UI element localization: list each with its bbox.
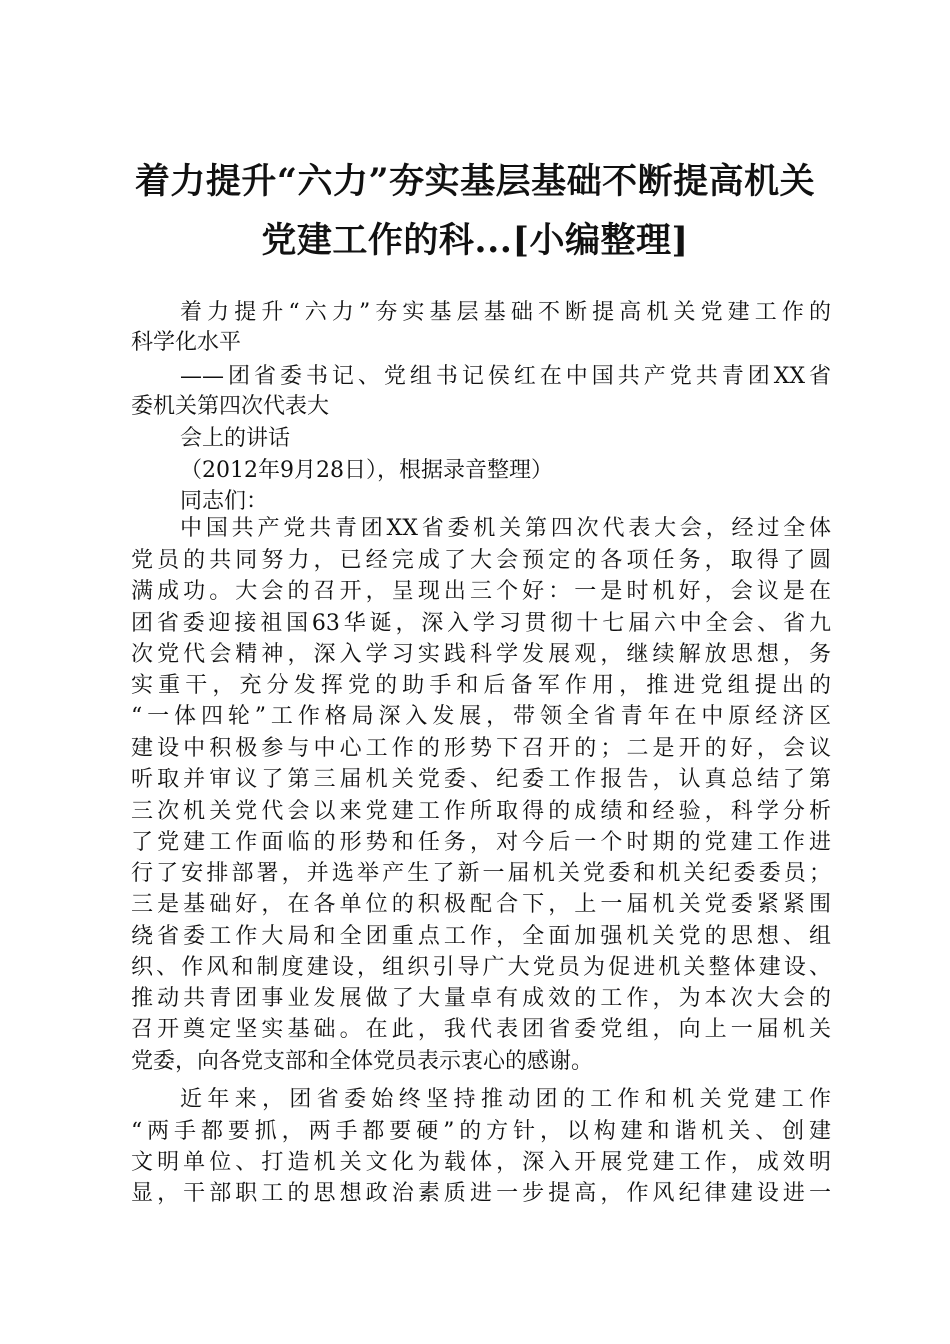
body-text-line: 了党建工作面临的形势和任务，对今后一个时期的党建工作进 (131, 830, 831, 855)
body-text-line: （2012年9月28日），根据录音整理） (180, 458, 553, 483)
body-text-line: 会上的讲话 (180, 426, 291, 451)
body-text-line: 行了安排部署，并选举产生了新一届机关党委和机关纪委委员； (131, 861, 831, 886)
body-text-line: “两手都要抓，两手都要硬”的方针，以构建和谐机关、创建 (131, 1119, 831, 1144)
body-text-line: 三次机关党代会以来党建工作所取得的成绩和经验，科学分析 (131, 799, 831, 824)
document-title-line-2: 党建工作的科...[小编整理] (261, 220, 689, 261)
body-text-line: 实重干，充分发挥党的助手和后备军作用，推进党组提出的 (131, 673, 831, 698)
body-text-line: “一体四轮”工作格局深入发展，带领全省青年在中原经济区 (131, 704, 831, 729)
body-text-line: 三是基础好，在各单位的积极配合下，上一届机关党委紧紧围 (131, 892, 831, 917)
body-text-line: 次党代会精神，深入学习实践科学发展观，继续解放思想，务 (131, 642, 831, 667)
body-text-line: 委机关第四次代表大 (131, 394, 330, 419)
body-text-line: 同志们： (180, 489, 269, 514)
body-text-line: 推动共青团事业发展做了大量卓有成效的工作，为本次大会的 (131, 986, 831, 1011)
body-text-line: 听取并审议了第三届机关党委、纪委工作报告，认真总结了第 (131, 767, 831, 792)
body-text-line: 党员的共同努力，已经完成了大会预定的各项任务，取得了圆 (131, 548, 831, 573)
body-text-line: 织、作风和制度建设，组织引导广大党员为促进机关整体建设、 (131, 955, 831, 980)
body-text-line: 近年来，团省委始终坚持推动团的工作和机关党建工作 (180, 1087, 831, 1112)
body-text-line: 绕省委工作大局和全团重点工作，全面加强机关党的思想、组 (131, 924, 831, 949)
body-text-line: 着力提升“六力”夯实基层基础不断提高机关党建工作的 (180, 300, 831, 325)
body-text-line: ——团省委书记、党组书记侯红在中国共产党共青团XX省 (180, 364, 831, 389)
body-text-line: 满成功。大会的召开，呈现出三个好：一是时机好，会议是在 (131, 579, 831, 604)
body-text-line: 建设中积极参与中心工作的形势下召开的；二是开的好，会议 (131, 736, 831, 761)
body-text-line: 召开奠定坚实基础。在此，我代表团省委党组，向上一届机关 (131, 1017, 831, 1042)
document-title-line-1: 着力提升“六力”夯实基层基础不断提高机关 (134, 161, 816, 202)
body-text-line: 文明单位、打造机关文化为载体，深入开展党建工作，成效明 (131, 1150, 831, 1175)
body-text-line: 中国共产党共青团XX省委机关第四次代表大会，经过全体 (180, 516, 831, 541)
body-text-line: 党委，向各党支部和全体党员表示衷心的感谢。 (131, 1049, 594, 1074)
body-text-line: 团省委迎接祖国63华诞，深入学习贯彻十七届六中全会、省九 (131, 611, 831, 636)
body-text-line: 显，干部职工的思想政治素质进一步提高，作风纪律建设进一 (131, 1181, 831, 1206)
body-text-line: 科学化水平 (131, 330, 242, 355)
